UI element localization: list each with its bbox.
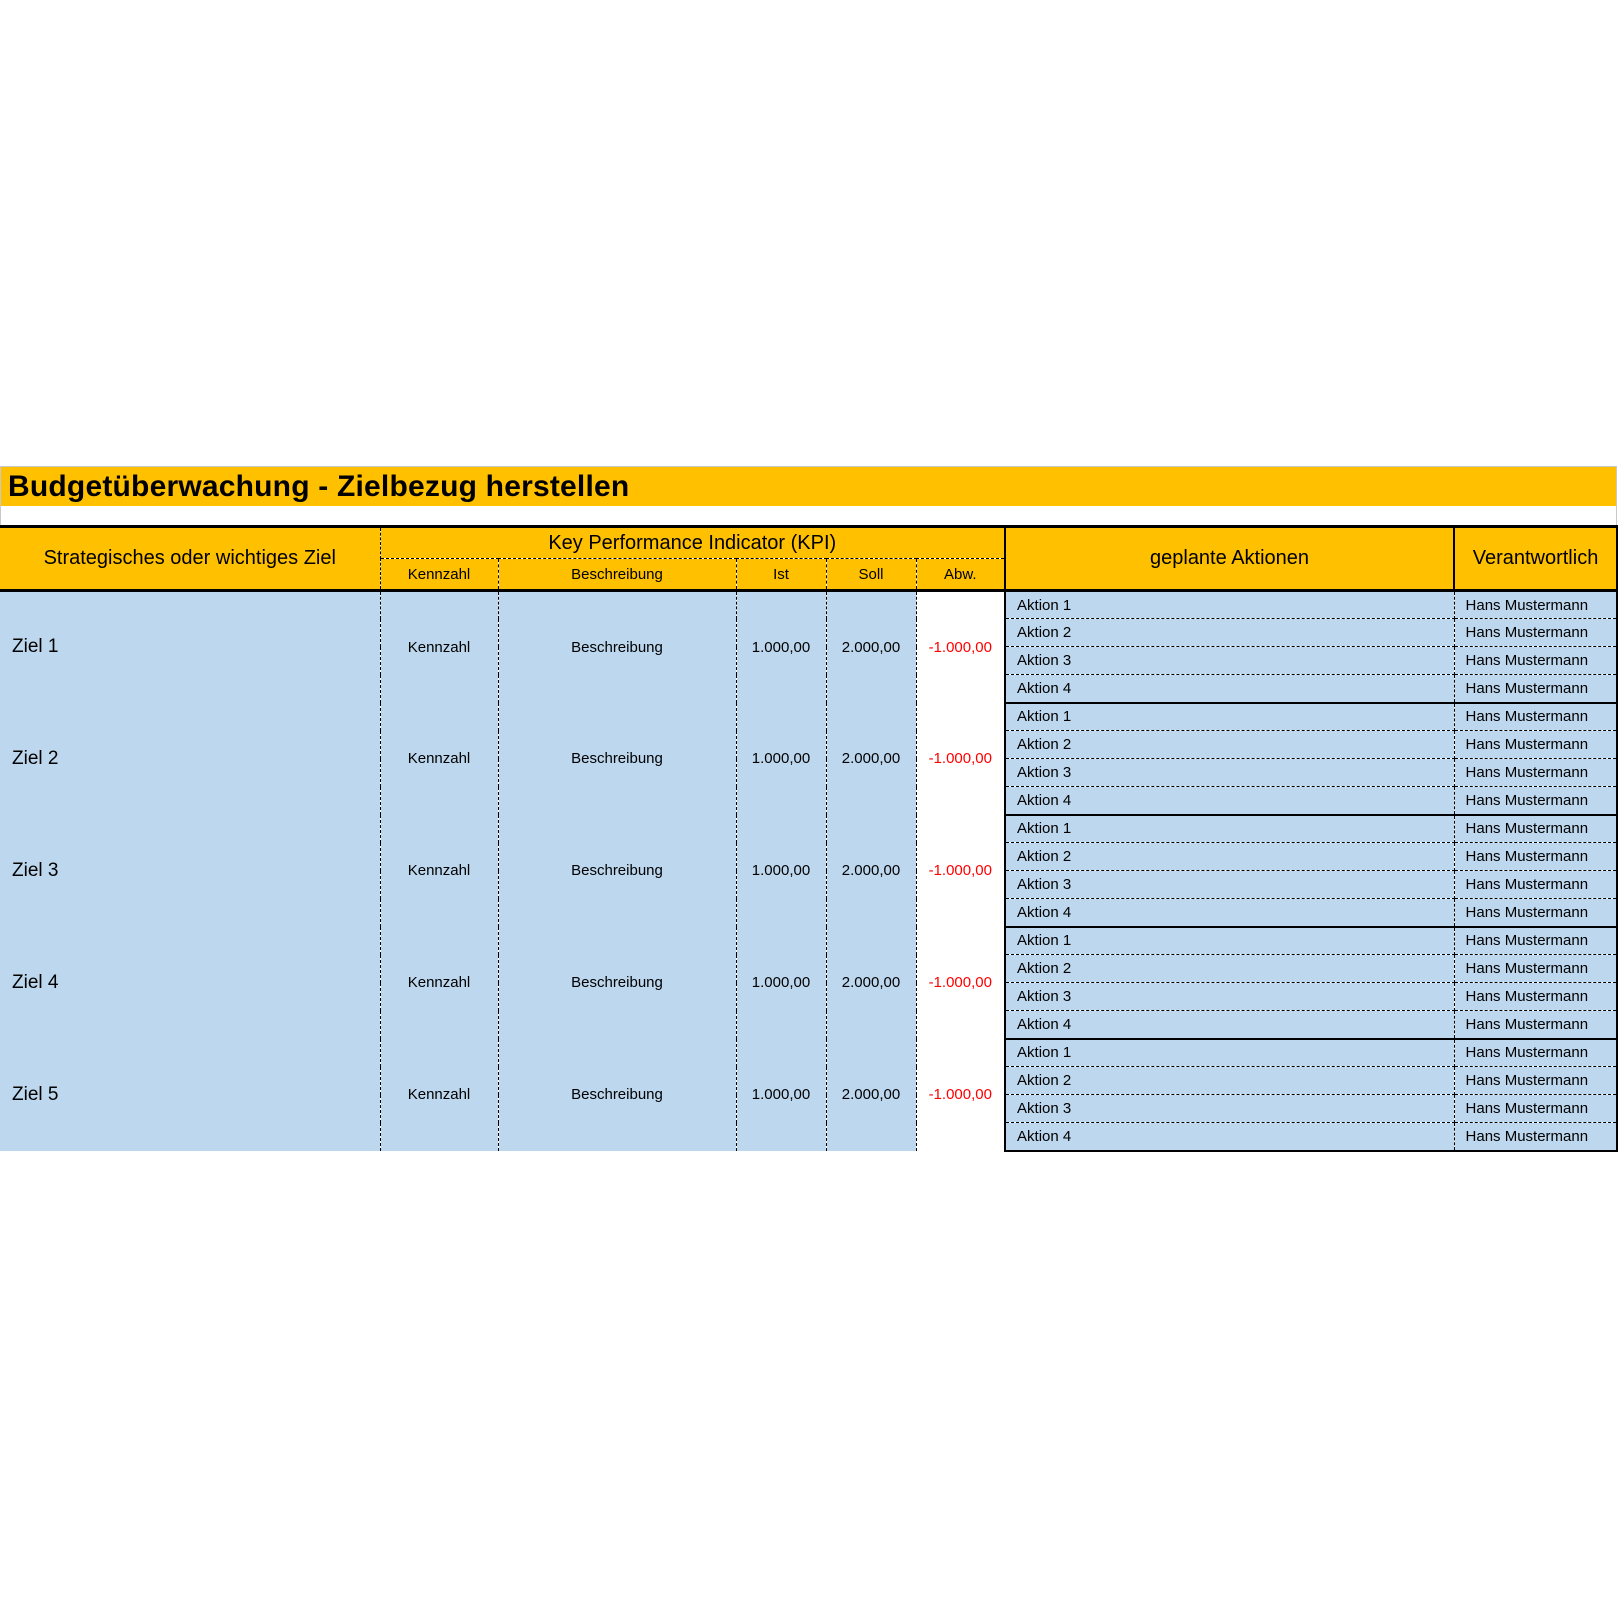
header-kpi-group[interactable]: Key Performance Indicator (KPI) — [380, 527, 1005, 559]
action-cell[interactable]: Aktion 3 — [1005, 647, 1454, 675]
abw-cell[interactable]: -1.000,00 — [916, 1039, 1005, 1151]
header-beschreibung[interactable]: Beschreibung — [498, 559, 736, 591]
kennzahl-cell[interactable]: Kennzahl — [380, 591, 498, 703]
responsible-cell[interactable]: Hans Mustermann — [1454, 871, 1617, 899]
responsible-cell[interactable]: Hans Mustermann — [1454, 647, 1617, 675]
table-row — [0, 927, 1617, 955]
responsible-cell[interactable]: Hans Mustermann — [1454, 731, 1617, 759]
responsible-cell[interactable]: Hans Mustermann — [1454, 927, 1617, 955]
kennzahl-cell[interactable]: Kennzahl — [380, 927, 498, 1039]
abw-cell[interactable]: -1.000,00 — [916, 591, 1005, 703]
soll-cell[interactable]: 2.000,00 — [826, 815, 916, 927]
responsible-cell[interactable]: Hans Mustermann — [1454, 591, 1617, 619]
action-cell[interactable]: Aktion 3 — [1005, 1095, 1454, 1123]
header-goal[interactable]: Strategisches oder wichtiges Ziel — [0, 527, 380, 591]
spacer-row — [0, 506, 1617, 525]
responsible-cell[interactable]: Hans Mustermann — [1454, 899, 1617, 927]
action-cell[interactable]: Aktion 1 — [1005, 815, 1454, 843]
action-cell[interactable]: Aktion 2 — [1005, 955, 1454, 983]
soll-cell[interactable]: 2.000,00 — [826, 591, 916, 703]
action-cell[interactable]: Aktion 2 — [1005, 843, 1454, 871]
responsible-cell[interactable]: Hans Mustermann — [1454, 815, 1617, 843]
title-bar[interactable] — [0, 466, 1617, 506]
goal-name-cell[interactable]: Ziel 2 — [0, 703, 380, 815]
spreadsheet — [0, 466, 1617, 1152]
responsible-cell[interactable]: Hans Mustermann — [1454, 1011, 1617, 1039]
responsible-cell[interactable]: Hans Mustermann — [1454, 955, 1617, 983]
kennzahl-cell[interactable]: Kennzahl — [380, 815, 498, 927]
action-cell[interactable]: Aktion 3 — [1005, 759, 1454, 787]
abw-cell[interactable]: -1.000,00 — [916, 815, 1005, 927]
goal-name-cell[interactable]: Ziel 4 — [0, 927, 380, 1039]
responsible-cell[interactable]: Hans Mustermann — [1454, 983, 1617, 1011]
action-cell[interactable]: Aktion 2 — [1005, 1067, 1454, 1095]
abw-cell[interactable]: -1.000,00 — [916, 703, 1005, 815]
goal-name-cell[interactable]: Ziel 5 — [0, 1039, 380, 1151]
responsible-cell[interactable]: Hans Mustermann — [1454, 1039, 1617, 1067]
responsible-cell[interactable]: Hans Mustermann — [1454, 703, 1617, 731]
table-row — [0, 1039, 1617, 1067]
action-cell[interactable]: Aktion 2 — [1005, 731, 1454, 759]
goal-name-cell[interactable]: Ziel 3 — [0, 815, 380, 927]
beschreibung-cell[interactable]: Beschreibung — [498, 1039, 736, 1151]
action-cell[interactable]: Aktion 4 — [1005, 675, 1454, 703]
responsible-cell[interactable]: Hans Mustermann — [1454, 1095, 1617, 1123]
ist-cell[interactable]: 1.000,00 — [736, 815, 826, 927]
page-title: Budgetüberwachung - Zielbezug herstellen — [8, 469, 630, 503]
kennzahl-cell[interactable]: Kennzahl — [380, 1039, 498, 1151]
responsible-cell[interactable]: Hans Mustermann — [1454, 1067, 1617, 1095]
action-cell[interactable]: Aktion 1 — [1005, 1039, 1454, 1067]
table-row — [0, 815, 1617, 843]
beschreibung-cell[interactable]: Beschreibung — [498, 591, 736, 703]
soll-cell[interactable]: 2.000,00 — [826, 703, 916, 815]
action-cell[interactable]: Aktion 4 — [1005, 1011, 1454, 1039]
action-cell[interactable]: Aktion 3 — [1005, 871, 1454, 899]
header-ist[interactable]: Ist — [736, 559, 826, 591]
kpi-table — [0, 525, 1618, 1152]
table-row — [0, 591, 1617, 619]
action-cell[interactable]: Aktion 1 — [1005, 703, 1454, 731]
action-cell[interactable]: Aktion 3 — [1005, 983, 1454, 1011]
action-cell[interactable]: Aktion 4 — [1005, 899, 1454, 927]
action-cell[interactable]: Aktion 2 — [1005, 619, 1454, 647]
responsible-cell[interactable]: Hans Mustermann — [1454, 759, 1617, 787]
responsible-cell[interactable]: Hans Mustermann — [1454, 675, 1617, 703]
kennzahl-cell[interactable]: Kennzahl — [380, 703, 498, 815]
ist-cell[interactable]: 1.000,00 — [736, 591, 826, 703]
beschreibung-cell[interactable]: Beschreibung — [498, 815, 736, 927]
header-responsible[interactable]: Verantwortlich — [1454, 527, 1617, 591]
header-kennzahl[interactable]: Kennzahl — [380, 559, 498, 591]
header-actions[interactable]: geplante Aktionen — [1005, 527, 1454, 591]
beschreibung-cell[interactable]: Beschreibung — [498, 927, 736, 1039]
responsible-cell[interactable]: Hans Mustermann — [1454, 619, 1617, 647]
goal-name-cell[interactable]: Ziel 1 — [0, 591, 380, 703]
ist-cell[interactable]: 1.000,00 — [736, 703, 826, 815]
responsible-cell[interactable]: Hans Mustermann — [1454, 1123, 1617, 1151]
ist-cell[interactable]: 1.000,00 — [736, 927, 826, 1039]
table-row — [0, 703, 1617, 731]
responsible-cell[interactable]: Hans Mustermann — [1454, 843, 1617, 871]
header-soll[interactable]: Soll — [826, 559, 916, 591]
abw-cell[interactable]: -1.000,00 — [916, 927, 1005, 1039]
action-cell[interactable]: Aktion 4 — [1005, 787, 1454, 815]
responsible-cell[interactable]: Hans Mustermann — [1454, 787, 1617, 815]
ist-cell[interactable]: 1.000,00 — [736, 1039, 826, 1151]
soll-cell[interactable]: 2.000,00 — [826, 927, 916, 1039]
action-cell[interactable]: Aktion 4 — [1005, 1123, 1454, 1151]
header-abw[interactable]: Abw. — [916, 559, 1005, 591]
beschreibung-cell[interactable]: Beschreibung — [498, 703, 736, 815]
action-cell[interactable]: Aktion 1 — [1005, 927, 1454, 955]
table-body — [0, 591, 1617, 1151]
soll-cell[interactable]: 2.000,00 — [826, 1039, 916, 1151]
action-cell[interactable]: Aktion 1 — [1005, 591, 1454, 619]
